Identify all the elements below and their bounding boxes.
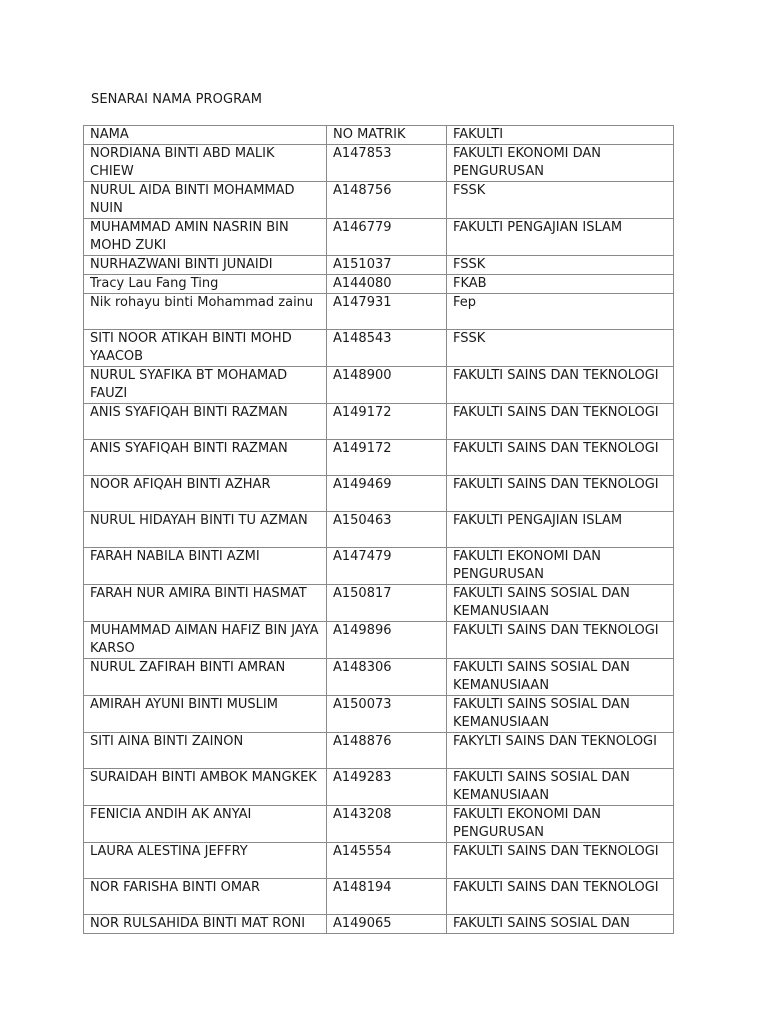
cell-fakulti: Fep [447, 294, 674, 330]
cell-nama: AMIRAH AYUNI BINTI MUSLIM [84, 696, 327, 733]
cell-no-matrik: A146779 [327, 219, 447, 256]
header-nama: NAMA [84, 126, 327, 145]
cell-fakulti: FKAB [447, 275, 674, 294]
table-row [84, 806, 674, 843]
table-row [84, 769, 674, 806]
cell-nama: NURUL AIDA BINTI MOHAMMAD NUIN [84, 182, 327, 219]
cell-fakulti: FAKULTI EKONOMI DAN PENGURUSAN [447, 548, 674, 585]
cell-nama: NURUL SYAFIKA BT MOHAMAD FAUZI [84, 367, 327, 404]
cell-no-matrik: A149469 [327, 476, 447, 512]
student-table [83, 125, 674, 934]
table-row [84, 476, 674, 512]
cell-no-matrik: A147479 [327, 548, 447, 585]
cell-no-matrik: A149896 [327, 622, 447, 659]
cell-nama: ANIS SYAFIQAH BINTI RAZMAN [84, 440, 327, 476]
cell-fakulti: FAKULTI SAINS SOSIAL DAN KEMANUSIAAN [447, 659, 674, 696]
cell-fakulti: FAKULTI SAINS DAN TEKNOLOGI [447, 367, 674, 404]
cell-fakulti: FAKULTI EKONOMI DAN PENGURUSAN [447, 806, 674, 843]
cell-nama: NORDIANA BINTI ABD MALIK CHIEW [84, 145, 327, 182]
cell-fakulti: FSSK [447, 256, 674, 275]
page-title: SENARAI NAMA PROGRAM [91, 92, 263, 107]
cell-fakulti: FAKULTI SAINS SOSIAL DAN KEMANUSIAAN [447, 585, 674, 622]
cell-nama: SITI NOOR ATIKAH BINTI MOHD YAACOB [84, 330, 327, 367]
cell-nama: NOR FARISHA BINTI OMAR [84, 879, 327, 915]
cell-fakulti: FAKULTI SAINS DAN TEKNOLOGI [447, 404, 674, 440]
cell-no-matrik: A148194 [327, 879, 447, 915]
cell-no-matrik: A143208 [327, 806, 447, 843]
cell-nama: FARAH NABILA BINTI AZMI [84, 548, 327, 585]
cell-fakulti: FAKULTI PENGAJIAN ISLAM [447, 219, 674, 256]
cell-no-matrik: A145554 [327, 843, 447, 879]
cell-fakulti: FAKULTI SAINS SOSIAL DAN [447, 915, 674, 934]
cell-no-matrik: A149172 [327, 404, 447, 440]
cell-fakulti: FAKULTI SAINS DAN TEKNOLOGI [447, 440, 674, 476]
cell-nama: FENICIA ANDIH AK ANYAI [84, 806, 327, 843]
cell-no-matrik: A144080 [327, 275, 447, 294]
cell-fakulti: FAKULTI SAINS SOSIAL DAN KEMANUSIAAN [447, 696, 674, 733]
cell-nama: Tracy Lau Fang Ting [84, 275, 327, 294]
table-row [84, 843, 674, 879]
cell-no-matrik: A149172 [327, 440, 447, 476]
cell-no-matrik: A147853 [327, 145, 447, 182]
table-row [84, 256, 674, 275]
cell-fakulti: FSSK [447, 330, 674, 367]
table-row [84, 659, 674, 696]
table-row [84, 733, 674, 769]
table-row [84, 879, 674, 915]
table-row [84, 145, 674, 182]
cell-nama: NURUL HIDAYAH BINTI TU AZMAN [84, 512, 327, 548]
cell-fakulti: FAKULTI SAINS DAN TEKNOLOGI [447, 622, 674, 659]
cell-nama: SITI AINA BINTI ZAINON [84, 733, 327, 769]
cell-fakulti: FAKULTI EKONOMI DAN PENGURUSAN [447, 145, 674, 182]
cell-fakulti: FAKULTI SAINS DAN TEKNOLOGI [447, 879, 674, 915]
cell-no-matrik: A151037 [327, 256, 447, 275]
cell-no-matrik: A148756 [327, 182, 447, 219]
table-header-row [84, 126, 674, 145]
cell-no-matrik: A150463 [327, 512, 447, 548]
cell-nama: NURHAZWANI BINTI JUNAIDI [84, 256, 327, 275]
table-row [84, 915, 674, 934]
cell-nama: SURAIDAH BINTI AMBOK MANGKEK [84, 769, 327, 806]
table-row [84, 696, 674, 733]
header-no-matrik: NO MATRIK [327, 126, 447, 145]
cell-no-matrik: A147931 [327, 294, 447, 330]
cell-fakulti: FAKULTI SAINS DAN TEKNOLOGI [447, 476, 674, 512]
table-row [84, 294, 674, 330]
cell-no-matrik: A148543 [327, 330, 447, 367]
table-row [84, 367, 674, 404]
cell-nama: LAURA ALESTINA JEFFRY [84, 843, 327, 879]
table-row [84, 219, 674, 256]
cell-nama: MUHAMMAD AMIN NASRIN BIN MOHD ZUKI [84, 219, 327, 256]
cell-fakulti: FAKULTI PENGAJIAN ISLAM [447, 512, 674, 548]
table-row [84, 512, 674, 548]
cell-nama: FARAH NUR AMIRA BINTI HASMAT [84, 585, 327, 622]
cell-no-matrik: A150817 [327, 585, 447, 622]
cell-nama: Nik rohayu binti Mohammad zainu [84, 294, 327, 330]
cell-fakulti: FAKULTI SAINS DAN TEKNOLOGI [447, 843, 674, 879]
table-row [84, 404, 674, 440]
cell-no-matrik: A149065 [327, 915, 447, 934]
table-row [84, 548, 674, 585]
cell-no-matrik: A149283 [327, 769, 447, 806]
cell-fakulti: FAKULTI SAINS SOSIAL DAN KEMANUSIAAN [447, 769, 674, 806]
cell-no-matrik: A148306 [327, 659, 447, 696]
table-row [84, 585, 674, 622]
cell-no-matrik: A148900 [327, 367, 447, 404]
cell-nama: ANIS SYAFIQAH BINTI RAZMAN [84, 404, 327, 440]
cell-no-matrik: A150073 [327, 696, 447, 733]
cell-nama: MUHAMMAD AIMAN HAFIZ BIN JAYA KARSO [84, 622, 327, 659]
cell-fakulti: FSSK [447, 182, 674, 219]
header-fakulti: FAKULTI [447, 126, 674, 145]
cell-nama: NOR RULSAHIDA BINTI MAT RONI [84, 915, 327, 934]
cell-no-matrik: A148876 [327, 733, 447, 769]
table-row [84, 275, 674, 294]
table-row [84, 440, 674, 476]
table-row [84, 622, 674, 659]
cell-fakulti: FAKYLTI SAINS DAN TEKNOLOGI [447, 733, 674, 769]
table-row [84, 330, 674, 367]
table-row [84, 182, 674, 219]
cell-nama: NOOR AFIQAH BINTI AZHAR [84, 476, 327, 512]
cell-nama: NURUL ZAFIRAH BINTI AMRAN [84, 659, 327, 696]
